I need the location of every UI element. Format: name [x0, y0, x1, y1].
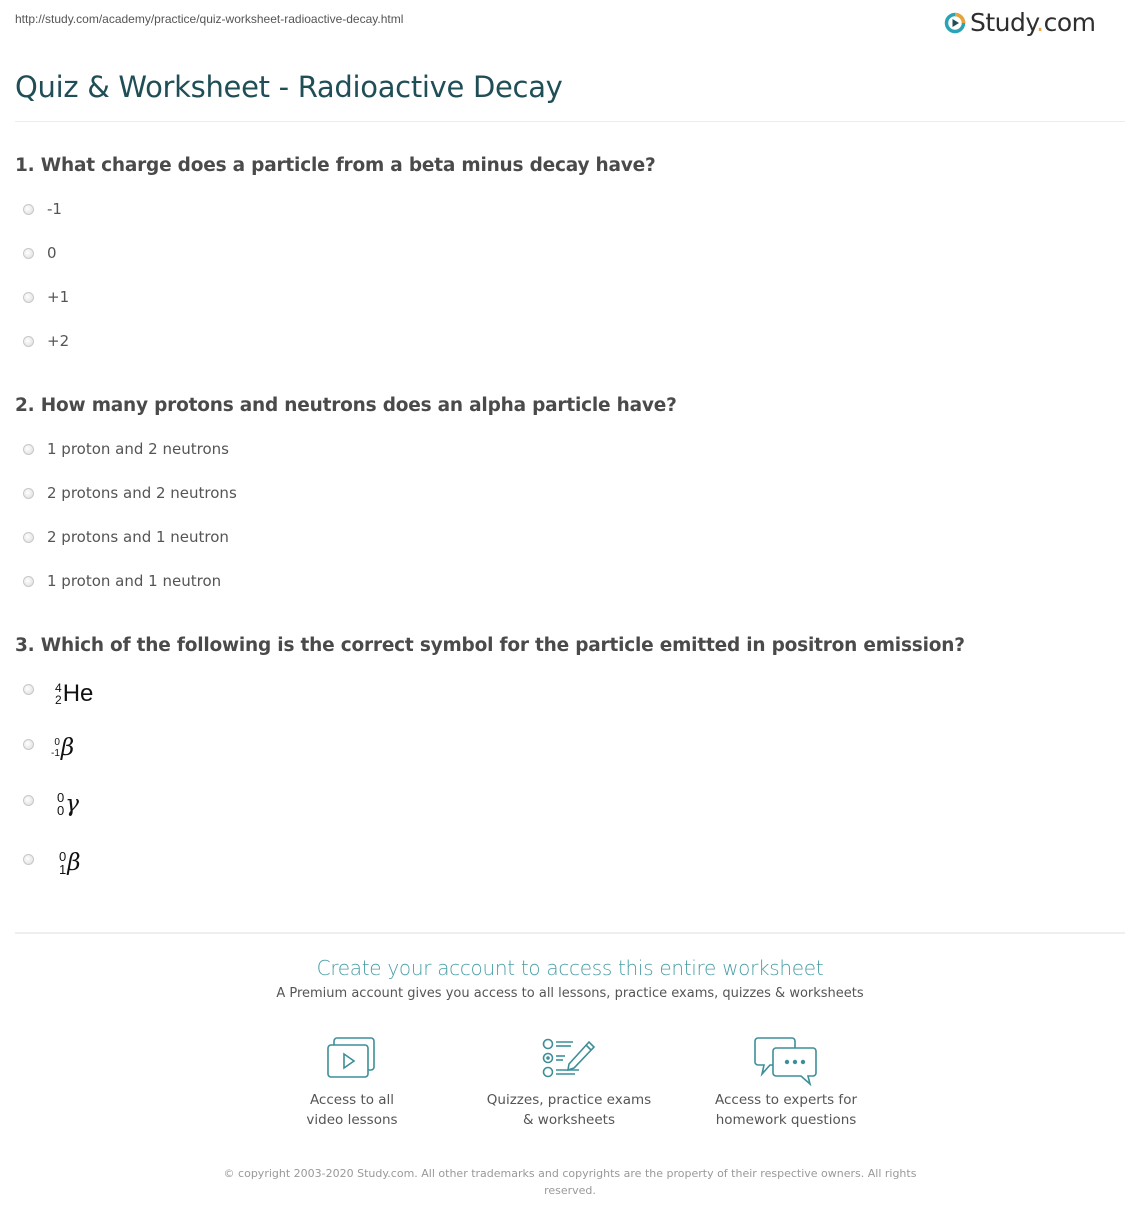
- radio-button[interactable]: [23, 336, 34, 347]
- logo-text: Study.com: [970, 8, 1096, 37]
- study-logo[interactable]: [944, 8, 1095, 37]
- q1-option-3[interactable]: +1: [23, 288, 69, 306]
- radio-button[interactable]: [23, 854, 34, 865]
- q2-option-1[interactable]: 1 proton and 2 neutrons: [23, 440, 229, 458]
- q1-option-4[interactable]: +2: [23, 332, 69, 350]
- q1-option-2[interactable]: 0: [23, 244, 57, 262]
- feature-video-lessons: Access to all video lessons: [252, 1036, 452, 1130]
- question-number: 2.: [15, 395, 35, 416]
- q3-option-2[interactable]: [23, 735, 74, 761]
- radio-button[interactable]: [23, 488, 34, 499]
- question-text: Which of the following is the correct symbol for the particle emitted in positron emission?: [40, 635, 965, 656]
- question-1: [15, 155, 656, 176]
- question-text: What charge does a particle from a beta minus decay have?: [40, 155, 656, 176]
- question-text: How many protons and neutrons does an alpha particle have?: [40, 395, 677, 416]
- nuclide-symbol: 0 0 γ: [57, 790, 79, 818]
- video-lessons-icon: [326, 1036, 378, 1080]
- title-divider: [15, 121, 1125, 122]
- q2-option-2[interactable]: 2 protons and 2 neutrons: [23, 484, 237, 502]
- nuclide-symbol: 4 2 He: [55, 680, 94, 707]
- radio-button[interactable]: [23, 204, 34, 215]
- section-divider: [15, 932, 1125, 934]
- q3-option-4[interactable]: [23, 850, 81, 876]
- play-circle-icon: [944, 12, 966, 34]
- nuclide-symbol: 0 1 β: [59, 849, 81, 877]
- page-url: http://study.com/academy/practice/quiz-worksheet-radioactive-decay.html: [15, 12, 404, 26]
- chat-bubbles-icon: [754, 1036, 818, 1086]
- page-title: Quiz & Worksheet - Radioactive Decay: [15, 70, 563, 104]
- radio-button[interactable]: [23, 739, 34, 750]
- radio-button[interactable]: [23, 576, 34, 587]
- q1-option-1[interactable]: -1: [23, 200, 62, 218]
- cta-title[interactable]: Create your account to access this entire worksheet: [316, 956, 824, 980]
- radio-button[interactable]: [23, 248, 34, 259]
- q2-option-4[interactable]: 1 proton and 1 neutron: [23, 572, 221, 590]
- nuclide-symbol: 0 -1 β: [51, 735, 75, 761]
- question-2: [15, 395, 677, 416]
- q3-option-1[interactable]: [23, 680, 93, 708]
- question-number: 3.: [15, 635, 35, 656]
- question-number: 1.: [15, 155, 35, 176]
- quiz-checklist-icon: [541, 1036, 597, 1080]
- question-3: [15, 635, 965, 656]
- cta-subtitle: A Premium account gives you access to all lessons, practice exams, quizzes & worksheets: [276, 986, 864, 1001]
- radio-button[interactable]: [23, 292, 34, 303]
- radio-button[interactable]: [23, 532, 34, 543]
- q2-option-3[interactable]: 2 protons and 1 neutron: [23, 528, 229, 546]
- radio-button[interactable]: [23, 684, 34, 695]
- copyright-notice: © copyright 2003-2020 Study.com. All other trademarks and copyrights are the property of their respective owners. All rights reserved.: [223, 1167, 917, 1197]
- q3-option-3[interactable]: [23, 791, 79, 817]
- feature-quizzes: Quizzes, practice exams & worksheets: [469, 1036, 669, 1130]
- radio-button[interactable]: [23, 444, 34, 455]
- feature-experts: Access to experts for homework questions: [686, 1036, 886, 1130]
- radio-button[interactable]: [23, 795, 34, 806]
